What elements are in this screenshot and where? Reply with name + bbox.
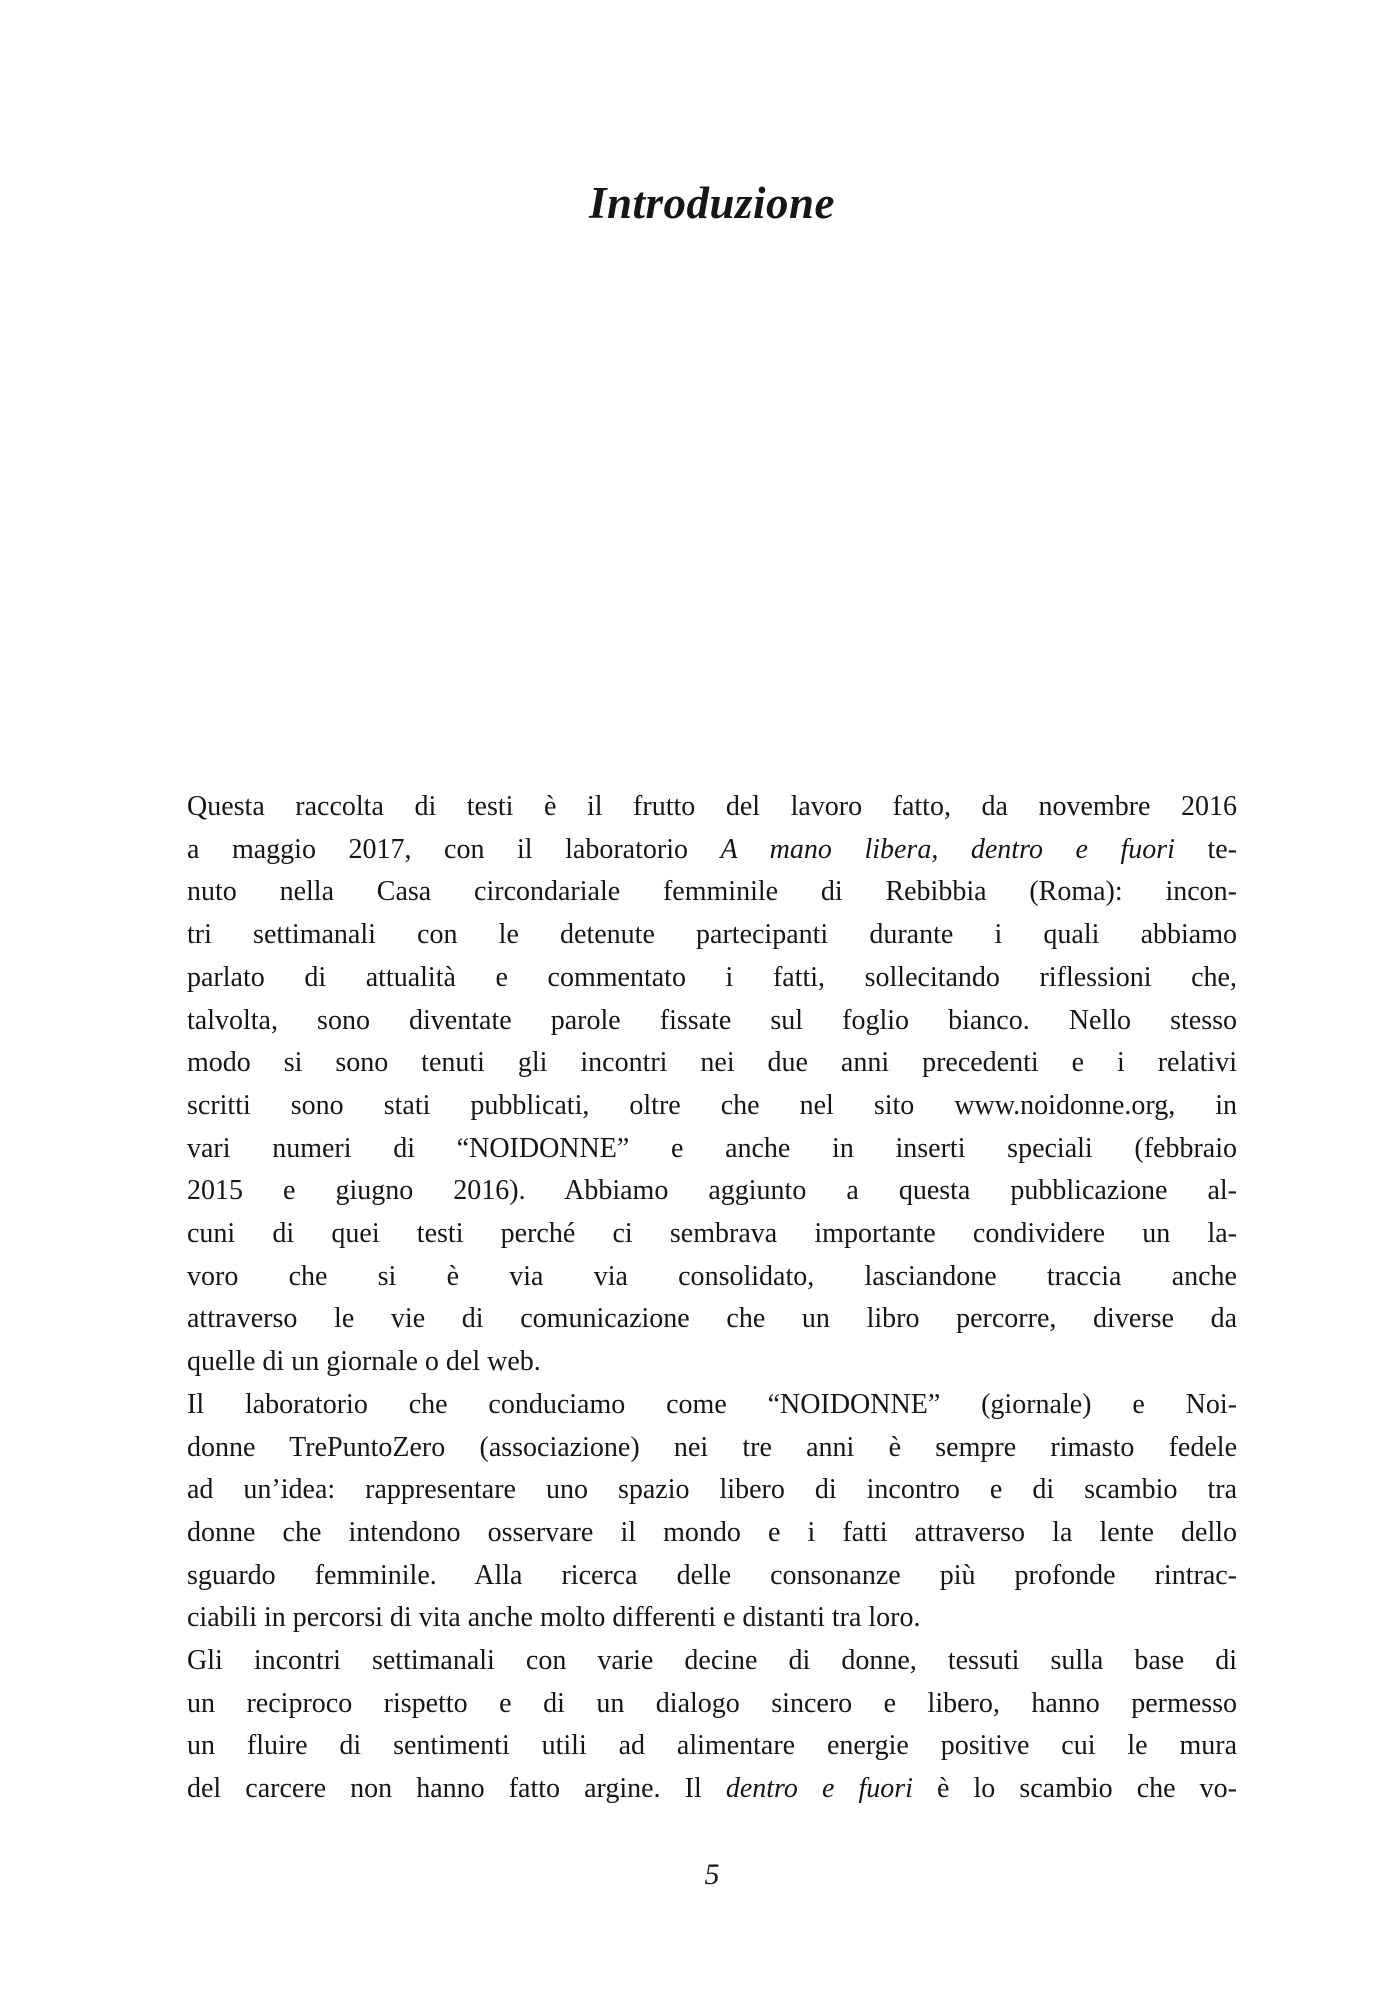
text-segment: voro che si è via via consolidato, lasciandone traccia anche [187,1260,1237,1292]
text-line [187,1512,1237,1555]
text-segment: talvolta, sono diventate parole fissate sul foglio bianco. Nello stesso [187,1004,1237,1036]
text-segment: attraverso le vie di comunicazione che un libro percorre, diverse da [187,1303,1237,1335]
text-segment: un fluire di sentimenti utili ad alimentare energie positive cui le mura [187,1730,1237,1762]
text-segment: Gli incontri settimanali con varie decine di donne, tessuti sulla base di [187,1645,1237,1677]
text-segment: cuni di quei testi perché ci sembrava importante condividere un la- [187,1218,1237,1250]
text-line [187,1683,1237,1726]
text-segment: sguardo femminile. Alla ricerca delle consonanze più profonde rintrac- [187,1559,1237,1591]
text-line [187,1341,1237,1384]
text-line [187,1213,1237,1256]
text-segment: scritti sono stati pubblicati, oltre che nel sito www.noidonne.org, in [187,1089,1237,1121]
text-line [187,1000,1237,1043]
text-line [187,1469,1237,1512]
text-line [187,1597,1237,1640]
italic-text-segment: dentro e fuori [725,1773,913,1805]
text-segment: del carcere non hanno fatto argine. Il [187,1773,726,1805]
text-segment: ciabili in percorsi di vita anche molto differenti e distanti tra loro. [187,1602,921,1634]
text-line [187,914,1237,957]
page-title: Introduzione [588,178,836,229]
text-line [187,1384,1237,1427]
text-segment: a maggio 2017, con il laboratorio [187,833,721,865]
text-line [187,1725,1237,1768]
body-text [187,786,1237,1811]
text-line [187,829,1237,872]
page-number: 5 [704,1858,720,1891]
text-segment: Questa raccolta di testi è il frutto del lavoro fatto, da novembre 2016 [187,791,1237,822]
text-segment: te- [1174,833,1237,865]
text-line [187,1170,1237,1213]
text-segment: parlato di attualità e commentato i fatti, sollecitando riflessioni che, [187,961,1237,993]
text-segment: è lo scambio che vo- [912,1773,1237,1805]
text-line [187,1768,1237,1811]
text-segment: modo si sono tenuti gli incontri nei due anni precedenti e i relativi [187,1047,1237,1079]
text-line [187,957,1237,1000]
text-line [187,1256,1237,1299]
text-line [187,1128,1237,1171]
italic-text-segment: A mano libera, dentro e fuori [720,833,1175,865]
text-segment: un reciproco rispetto e di un dialogo sincero e libero, hanno permesso [187,1687,1237,1719]
text-line [187,1298,1237,1341]
text-segment: donne TrePuntoZero (associazione) nei tre anni è sempre rimasto fedele [187,1431,1237,1463]
text-segment: nuto nella Casa circondariale femminile di Rebibbia (Roma): incon- [187,876,1237,908]
text-line [187,1555,1237,1598]
text-line [187,786,1237,829]
text-segment: tri settimanali con le detenute partecipanti durante i quali abbiamo [187,919,1237,951]
text-line [187,871,1237,914]
text-segment: vari numeri di “NOIDONNE” e anche in inserti speciali (febbraio [187,1132,1237,1164]
text-segment: Il laboratorio che conduciamo come “NOIDONNE” (giornale) e Noi- [187,1388,1237,1420]
text-line [187,1640,1237,1683]
text-line [187,1042,1237,1085]
text-line [187,1085,1237,1128]
text-segment: ad un’idea: rappresentare uno spazio libero di incontro e di scambio tra [187,1474,1237,1506]
text-segment: quelle di un giornale o del web. [187,1346,541,1378]
text-line [187,1427,1237,1470]
text-segment: donne che intendono osservare il mondo e i fatti attraverso la lente dello [187,1516,1237,1548]
text-segment: 2015 e giugno 2016). Abbiamo aggiunto a questa pubblicazione al- [187,1175,1237,1207]
